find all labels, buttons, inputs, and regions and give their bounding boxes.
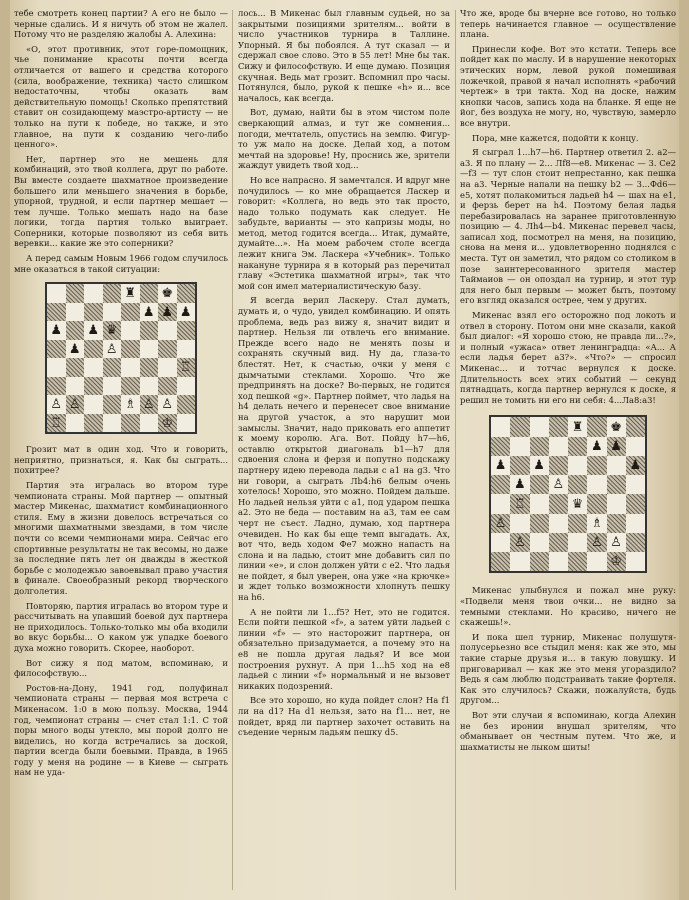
chess-square [549, 494, 568, 513]
chess-square [587, 475, 606, 494]
paragraph: Вот, думаю, найти бы в этом чистом поле сверкающий алмаз, и тут же сомнения... погоди, мечтатель, опустись на землю. Фигур-то уж мало на доске. Делай ход, а потом мечтай на здоровье! Ну, проснись же, зрители жаждут увидеть твой ход... [238, 107, 450, 171]
chess-square [121, 303, 140, 322]
chess-piece-square: ♜ [568, 417, 587, 436]
chess-square [491, 552, 510, 571]
chess-square [530, 417, 549, 436]
chess-piece-square: ♟ [84, 321, 103, 340]
paragraph: Пора, мне кажется, подойти к концу. [472, 132, 639, 143]
paragraph: Я сыграл 1...h7—h6. Партнер ответил 2. a2—a3. Я по плану — 2... Лf8—e8. Микенас — 3. Се2—f3 — тут слон стоит непрестанно, как пешка на a3. Черные напали на пешку b2 — 3...Фd6—e5, хотят полакомиться ладьей h4 — шах на e1, и ферзь берет на h4. Поэтому белая ладья перебазировалась на заранее приготовленную позицию — 4. Лh4—b4. Микенас перевел часы, записал ход, посмотрел на меня, на позицию, снова на меня и... удовлетворенно поднялся с места. Тут он заметил, что рядом со столиком в позе заинтересованного зрителя мастер Таймаиов — он опоздал на турнир, и этот тур для него был первым — может быть, поэтому его взгляд оказался острее, чем у других. [460, 147, 676, 306]
chess-piece-square: ♟ [66, 340, 85, 359]
chess-square [549, 514, 568, 533]
chess-square [66, 358, 85, 377]
chess-square [84, 340, 103, 359]
chess-square [140, 358, 159, 377]
chess-square [103, 358, 122, 377]
paragraph: тебе смотреть конец партии? А его не было — черные сдались. И я ничуть об этом не жалел. Потому что не разделяю жалобы А. Алехина: [14, 8, 228, 40]
chess-square [568, 456, 587, 475]
chess-square [47, 358, 66, 377]
chess-square [140, 321, 159, 340]
column-divider [232, 10, 233, 890]
paragraph: лось... В Микенас был главным судьей, но за закрытыми позициями зрителям... войти в число участников турнира в Таллине. Упорный. Я бы побоялся. А тут сказал — и сдержал свое слово. Это в 55 лет! Мне бы так. Сижу и философствую. И еще думаю. Позиция скучная. Ведь мат грозит. Вспомнил про часы. Потянулся, было, рукой к пешке «h» и... все началось, как всегда. [238, 8, 450, 103]
chess-piece-square: ♙ [587, 533, 606, 552]
chess-square [47, 284, 66, 303]
chess-square [491, 437, 510, 456]
chess-piece-square: ♟ [530, 456, 549, 475]
chess-square [491, 533, 510, 552]
chess-piece-square: ♚ [607, 417, 626, 436]
chess-square [84, 303, 103, 322]
paragraph: Партия эта игралась во втором туре чемпионата страны. Мой партнер — опытный мастер Микенас, шахматист комбинационного стиля. Ему в жизни довелось встречаться со многими шахматными звездами, в том числе почти со всеми чемпионами мира. Сейчас его спортивные результаты не так весомы, но даже за последние пять лет он дважды в жесткой борьбе с молодежью завоевывал право участия в финале. Своеобразный рекорд творческого долголетия. [14, 480, 228, 596]
chess-square [121, 321, 140, 340]
chess-square [84, 414, 103, 433]
chess-piece-square: ♟ [510, 475, 529, 494]
chess-square [510, 437, 529, 456]
chess-piece-square: ♔ [158, 414, 177, 433]
chess-piece-square: ♙ [607, 533, 626, 552]
paragraph: А перед самым Новым 1966 годом случилось мне оказаться в такой ситуации: [14, 253, 228, 274]
chess-square [177, 284, 196, 303]
chess-square [607, 475, 626, 494]
chess-square [510, 417, 529, 436]
chess-piece-square: ♙ [140, 395, 159, 414]
chess-square [84, 377, 103, 396]
paragraph: Микенас взял его осторожно под локоть и отвел в сторону. Потом они мне сказали, какой был диалог: «Я хорошо стою, не правда ли...?», и полный «ужаса» ответ ленинградца: «А... А если ладья берет a3?». «Что?» — спросил Микенас... и тотчас вернулся к доске. Длительность всех этих событий — секунд пятнадцать, когда партнер вернулся к доске, я решил не томить ни его ни себя: 4...Ла8:а3! [460, 310, 676, 405]
chess-diagram-1 [45, 282, 197, 434]
chess-square [549, 417, 568, 436]
chess-square [549, 533, 568, 552]
chess-square [607, 456, 626, 475]
chess-square [568, 514, 587, 533]
paragraph: Повторяю, партия игралась во втором туре и рассчитывать на упавший боевой дух партнера не приходилось. Только-только мы оба входили во вкус борьбы... О каком уж упадке боевого духа можно говорить. Скорее, наоборот. [14, 600, 228, 653]
chess-square [530, 552, 549, 571]
chess-square [103, 303, 122, 322]
chess-square [177, 414, 196, 433]
chess-square [47, 377, 66, 396]
chess-square [510, 552, 529, 571]
chess-square [587, 417, 606, 436]
paragraph: Вот сижу я под матом, вспоминаю, и философствую... [14, 657, 228, 679]
chess-square [140, 414, 159, 433]
chess-square [530, 514, 549, 533]
paragraph: Микенас улыбнулся и пожал мне руку: «Подвели меня твои очки... не видно за темными стеклами. Но красиво, ничего не скажешь!». [460, 585, 676, 628]
chess-square [66, 377, 85, 396]
chess-diagram-2 [489, 415, 647, 573]
chess-piece-square: ♟ [47, 321, 66, 340]
chess-square [549, 552, 568, 571]
paragraph: Но все напрасно. Я замечтался. И вдруг мне почудилось — ко мне обращается Ласкер и говорит: «Коллега, но ведь это так просто, надо только подумать как следует. Не забудьте, варианты — это капризы моды, но метод, метод годится всегда... Итак, думайте, думайте...». На моем рабочем столе всегда лежит книга Эм. Ласкера «Учебник». Только накануне турнира я в который раз перечитал главу «Эстетика шахматной игры», так что мой сон имел материалистическую базу. [238, 174, 450, 291]
chess-square [66, 303, 85, 322]
chess-square [626, 437, 645, 456]
chess-square [587, 494, 606, 513]
paragraph: Нет, партнер это не мешень для комбинаций, это твой коллега, друг по работе. Вы вместе создаете шахматное произведение большего или меньшего значения в борьбе, упорной, трудной, и если партнер мешает — тем лучше. Только мешать надо на базе логики, тогда партия только выиграет. Соперники, которые позволяют из себя вить веревки... какие же это соперники? [14, 153, 228, 249]
chess-square [103, 284, 122, 303]
chess-square [84, 358, 103, 377]
paragraph: Все это хорошо, но куда пойдет слон? На f1 ли на d1? На d1 нельзя, зато на f1... нет, не пойдет, вряд ли партнер захочет оставить на съедение черным ладьям пешку d5. [238, 695, 450, 738]
paragraph: Принесли кофе. Вот это кстати. Теперь все пойдет как по маслу. И в нарушение некоторых этических норм, левой рукой помешивая ложечкой, правой я начал исполнять «рабочий чертеж» в три такта. Ход на доске, нажим кнопки часов, запись хода на бланке. Я еще не йог, без воздуха не могу, но, чувствую, замерло все внутри. [460, 43, 676, 128]
chess-square [47, 340, 66, 359]
chess-piece-square: ♙ [158, 395, 177, 414]
chess-square [103, 414, 122, 433]
chess-piece-square: ♟ [626, 456, 645, 475]
chess-square [66, 414, 85, 433]
chess-piece-square: ♙ [103, 340, 122, 359]
paragraph: И пока шел турнир, Микенас полушутя-полусерьезно все стыдил меня: как же это, мы такие старые друзья и... в такую ловушку. И приговаривал — как же это меня угораздило? Ведь я сам люблю подстраивать такие фортеля. Как это случилось? Скажи, пожалуйста, будь другом... [460, 631, 676, 706]
chess-piece-square: ♙ [66, 395, 85, 414]
chess-square [158, 358, 177, 377]
chess-square [103, 377, 122, 396]
chess-square [177, 340, 196, 359]
chess-piece-square: ♖ [177, 358, 196, 377]
chess-piece-square: ♖ [47, 414, 66, 433]
chess-piece-square: ♙ [491, 514, 510, 533]
chess-square [607, 514, 626, 533]
chess-piece-square: ♜ [121, 284, 140, 303]
chess-piece-square: ♚ [158, 284, 177, 303]
chess-square [626, 533, 645, 552]
chess-piece-square: ♙ [47, 395, 66, 414]
chess-square [568, 533, 587, 552]
chess-square [121, 377, 140, 396]
chess-square [66, 284, 85, 303]
chess-square [140, 284, 159, 303]
article-column-3 [460, 8, 676, 756]
article-column-2 [238, 8, 450, 742]
chess-square [121, 358, 140, 377]
chess-piece-square: ♛ [568, 494, 587, 513]
chess-square [587, 552, 606, 571]
chess-square [140, 340, 159, 359]
chess-square [626, 494, 645, 513]
chess-piece-square: ♗ [121, 395, 140, 414]
chess-piece-square: ♟ [607, 437, 626, 456]
paragraph: Грозит мат в один ход. Что и говорить, неприятно, признаться, я. Как бы сыграть... похитрее? [14, 444, 228, 476]
chess-square [177, 377, 196, 396]
paragraph: Я всегда верил Ласкеру. Стал думать, думать и, о чудо, увидел комбинацию. И опять проблема, ведь раз вижу я, значит видит и партнер. Нельзя ли отвлечь его внимание. Прежде всего надо не менять позы и сохранять скучный вид. Ну да, глаза-то блестят. Нет, к счастью, очки у меня с дымчатыми стеклами. Хорошо. Что же предпринять на доске? Во-первых, не годится ход пешкой «g». Партнер поймет, что ладья на h4 делать нечего и перенесет свое внимание на другой участок, а это нарушит мои замыслы. Значит, надо приковать его аппетит к моему королю. Ага. Вот. Пойду h7—h6, оставлю открытой диагональ b1—h7 для сдвоения слона и ферзя и попутно подскажу партнеру идею перевода ладьи с a1 на g3. Что ни говори, а сыграть Лb4:h6 белым очень хотелось! Хорошо, это можно. Пойдем дальше. Но ладьей нельзя уйти с a1, под ударом пешка a2. Это не беда — поставим на a3, там ее сам черт не съест. Ладно, думаю, ход партнера очевиден. Но как бы еще темп выгадать. Ах, вот что, ведь ходом Фе7 можно напасть на слона и на ладью, стоит мне добавить сил по линии «е», и слон должен уйти с e2. Что ладья не пойдет, я был уверен, она уже «на крючке» и ждет только возможности хлопнуть пешку на h6. [238, 295, 450, 603]
chess-square [607, 494, 626, 513]
chess-square [103, 395, 122, 414]
quote-paragraph: «О, этот противник, этот горе-помощник, чье понимание красоты почти всегда отличается от вашего и средства которого (сила, воображение, техника) часто слишком недостаточны, чтобы оказать вам действительную помощь! Сколько препятствий ставит он созидающему маэстро-артисту — не только на пути к победе, но также, и это главное, на пути к созданию чего-либо ценного». [14, 43, 228, 150]
chess-square [491, 475, 510, 494]
chess-square [121, 340, 140, 359]
chess-piece-square: ♟ [158, 303, 177, 322]
chess-square [158, 377, 177, 396]
chess-piece-square: ♙ [549, 475, 568, 494]
chess-square [158, 321, 177, 340]
chess-square [549, 456, 568, 475]
chess-square [568, 475, 587, 494]
paragraph: Ростов-на-Дону, 1941 год, полуфинал чемпионата страны — первая моя встреча с Микенасом. 1:0 в мою пользу. Москва, 1944 год, чемпионат страны — счет стал 1:1. С той поры много воды утекло, мы порой долго не виделись, но когда встречались за доской, партии всегда были боевыми. Правда, в 1965 году у меня на родине — в Киеве — сыграть нам не уда- [14, 682, 228, 778]
chess-square [626, 514, 645, 533]
chess-piece-square: ♟ [587, 437, 606, 456]
chess-square [84, 284, 103, 303]
chess-piece-square: ♔ [607, 552, 626, 571]
chess-square [549, 437, 568, 456]
article-column-1 [14, 8, 228, 782]
chess-square [626, 475, 645, 494]
chess-piece-square: ♟ [177, 303, 196, 322]
chess-piece-square: ♟ [491, 456, 510, 475]
chess-square [626, 552, 645, 571]
chess-square [510, 456, 529, 475]
chess-piece-square: ♟ [140, 303, 159, 322]
chess-square [140, 377, 159, 396]
chess-square [66, 321, 85, 340]
page-right-edge [679, 0, 689, 900]
chess-square [530, 533, 549, 552]
chess-square [626, 417, 645, 436]
chess-square [530, 494, 549, 513]
chess-square [510, 514, 529, 533]
chess-square [568, 552, 587, 571]
chess-square [84, 395, 103, 414]
chess-square [47, 303, 66, 322]
chess-square [121, 414, 140, 433]
chess-square [568, 437, 587, 456]
paragraph: А не пойти ли 1...f5? Нет, это не годится. Если пойти пешкой «f», а затем уйти ладьей с линии «f» — это насторожит партнера, он обязательно призадумается, а почему это на e8 не пошла другая ладья? И все мои построения рухнут. А при 1...h5 ход на e8 ладьей с линии «f» нормальный и не вызовет никаких подозрений. [238, 606, 450, 691]
chess-piece-square: ♙ [510, 533, 529, 552]
paragraph: Что же, вроде бы вчерне все готово, но только теперь начинается главное — осуществление плана. [460, 8, 676, 40]
page-left-edge [0, 0, 10, 900]
column-divider [455, 10, 456, 890]
chess-piece-square: ♛ [103, 321, 122, 340]
chess-square [491, 494, 510, 513]
chess-square [491, 417, 510, 436]
chess-square [177, 395, 196, 414]
chess-piece-square: ♖ [510, 494, 529, 513]
chess-piece-square: ♗ [587, 514, 606, 533]
chess-square [530, 475, 549, 494]
paragraph: Вот эти случаи я вспоминаю, когда Алехин не без иронии внушал зрителям, что обманывает он честным путем. Что же, и шахматисты не лыком шиты! [460, 709, 676, 752]
chess-square [530, 437, 549, 456]
chess-square [158, 340, 177, 359]
chess-square [177, 321, 196, 340]
chess-square [587, 456, 606, 475]
